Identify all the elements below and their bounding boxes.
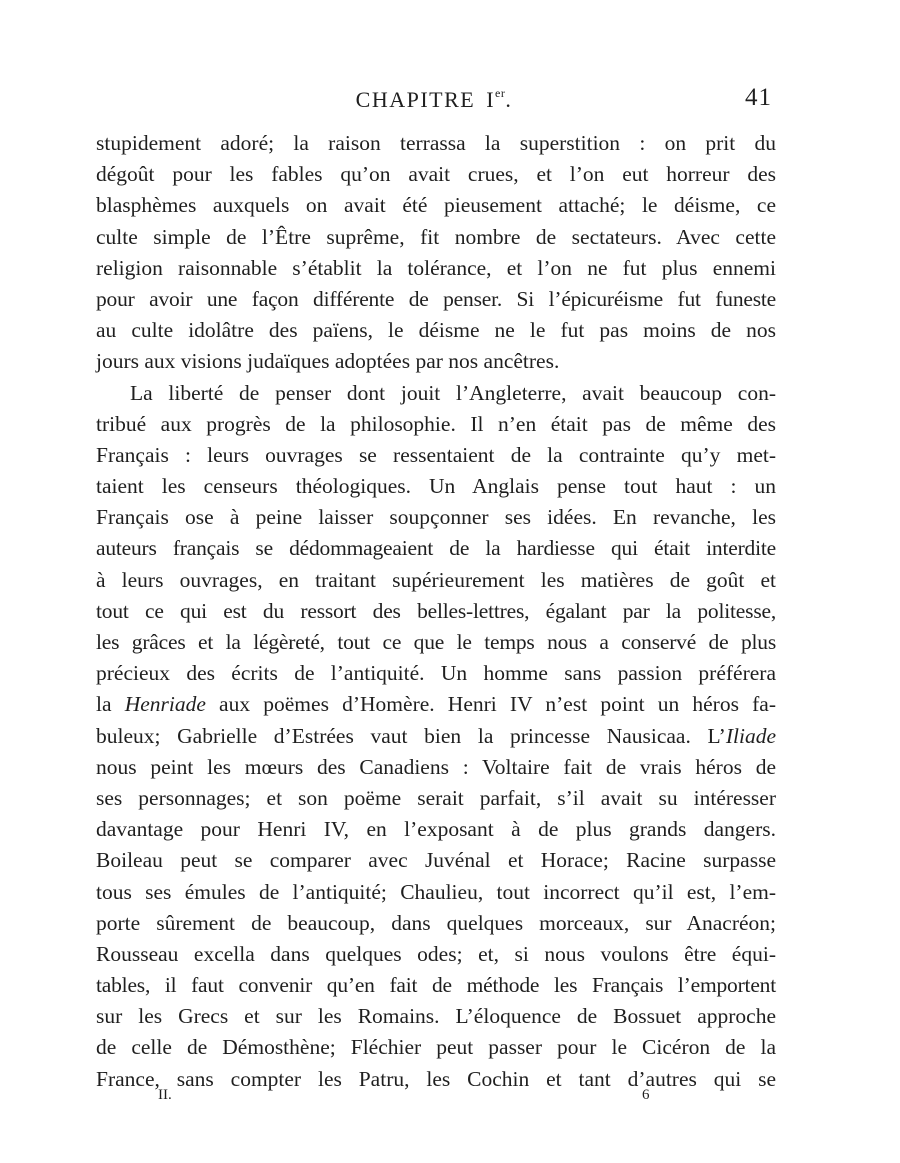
text-line: culte simple de l’Être suprême, fit nombre de sectateurs. Avec cette	[96, 224, 776, 249]
line-text-before: la	[96, 692, 125, 717]
text-line: jours aux visions judaïques adoptées par nos ancêtres.	[96, 349, 560, 374]
text-line: ses personnages; et son poëme serait parfait, s’il avait su intéresser	[96, 785, 776, 810]
work-title-iliade: Iliade	[725, 723, 776, 748]
text-line: précieux des écrits de l’antiquité. Un homme sans passion préférera	[96, 661, 776, 686]
text-line: pour avoir une façon différente de penser. Si l’épicuréisme fut funeste	[96, 286, 776, 311]
chapter-title-period: .	[505, 87, 513, 112]
text-line: sur les Grecs et sur les Romains. L’éloquence de Bossuet approche	[96, 1004, 776, 1029]
text-line: religion raisonnable s’établit la tolérance, et l’on ne fut plus ennemi	[96, 255, 776, 280]
chapter-title-text: CHAPITRE I	[355, 87, 496, 112]
text-line: dégoût pour les fables qu’on avait crues, et l’on eut horreur des	[96, 162, 776, 187]
text-line: nous peint les mœurs des Canadiens : Voltaire fait de vrais héros de	[96, 754, 776, 779]
paragraph-first-line: La liberté de penser dont jouit l’Angleterre, avait beaucoup con-	[130, 380, 776, 405]
text-line: tout ce qui est du ressort des belles-lettres, égalant par la politesse,	[96, 598, 776, 623]
text-line: Français : leurs ouvrages se ressentaient de la contrainte qu’y met-	[96, 442, 776, 467]
page-number: 41	[745, 84, 772, 111]
text-line: auteurs français se dédommageaient de la hardiesse qui était interdite	[96, 536, 776, 561]
text-line-with-italic	[96, 721, 776, 752]
text-line: stupidement adoré; la raison terrassa la superstition : on prit du	[96, 131, 776, 155]
work-title-henriade: Henriade	[124, 692, 206, 717]
text-line: porte sûrement de beaucoup, dans quelques morceaux, sur Anacréon;	[96, 910, 776, 935]
text-line: au culte idolâtre des païens, le déisme ne le fut pas moins de nos	[96, 318, 776, 343]
text-line-with-italic	[96, 689, 776, 720]
text-line: tribué aux progrès de la philosophie. Il n’en était pas de même des	[96, 411, 776, 436]
text-line: Français ose à peine laisser soupçonner ses idées. En revanche, les	[96, 505, 776, 530]
text-line: France, sans compter les Patru, les Cochin et tant d’autres qui se	[96, 1066, 776, 1091]
chapter-title	[96, 86, 772, 113]
text-line: taient les censeurs théologiques. Un Anglais pense tout haut : un	[96, 474, 776, 499]
line-text-before: buleux; Gabrielle d’Estrées vaut bien la princesse Nausicaa. L’	[96, 723, 726, 748]
line-text-after: aux poëmes d’Homère. Henri IV n’est point un héros fa-	[205, 692, 776, 717]
running-header	[96, 86, 772, 122]
signature-mark: 6	[642, 1087, 650, 1103]
text-line: blasphèmes auxquels on avait été pieusement attaché; le déisme, ce	[96, 193, 776, 218]
text-line: les grâces et la légèreté, tout ce que le temps nous a conservé de plus	[96, 630, 776, 654]
text-line: Boileau peut se comparer avec Juvénal et Horace; Racine surpasse	[96, 848, 776, 873]
chapter-title-superscript: er	[495, 86, 506, 100]
text-line: tables, il faut convenir qu’en fait de méthode les Français l’emportent	[96, 973, 776, 998]
volume-number: II.	[158, 1087, 172, 1103]
text-line: de celle de Démosthène; Fléchier peut passer pour le Cicéron de la	[96, 1035, 776, 1060]
text-line: tous ses émules de l’antiquité; Chaulieu, tout incorrect qu’il est, l’em-	[96, 879, 776, 904]
text-line: Rousseau excella dans quelques odes; et, si nous voulons être équi-	[96, 941, 776, 966]
text-line: davantage pour Henri IV, en l’exposant à de plus grands dangers.	[96, 817, 776, 842]
body-text	[96, 128, 776, 1095]
text-line: à leurs ouvrages, en traitant supérieurement les matières de goût et	[96, 567, 776, 592]
